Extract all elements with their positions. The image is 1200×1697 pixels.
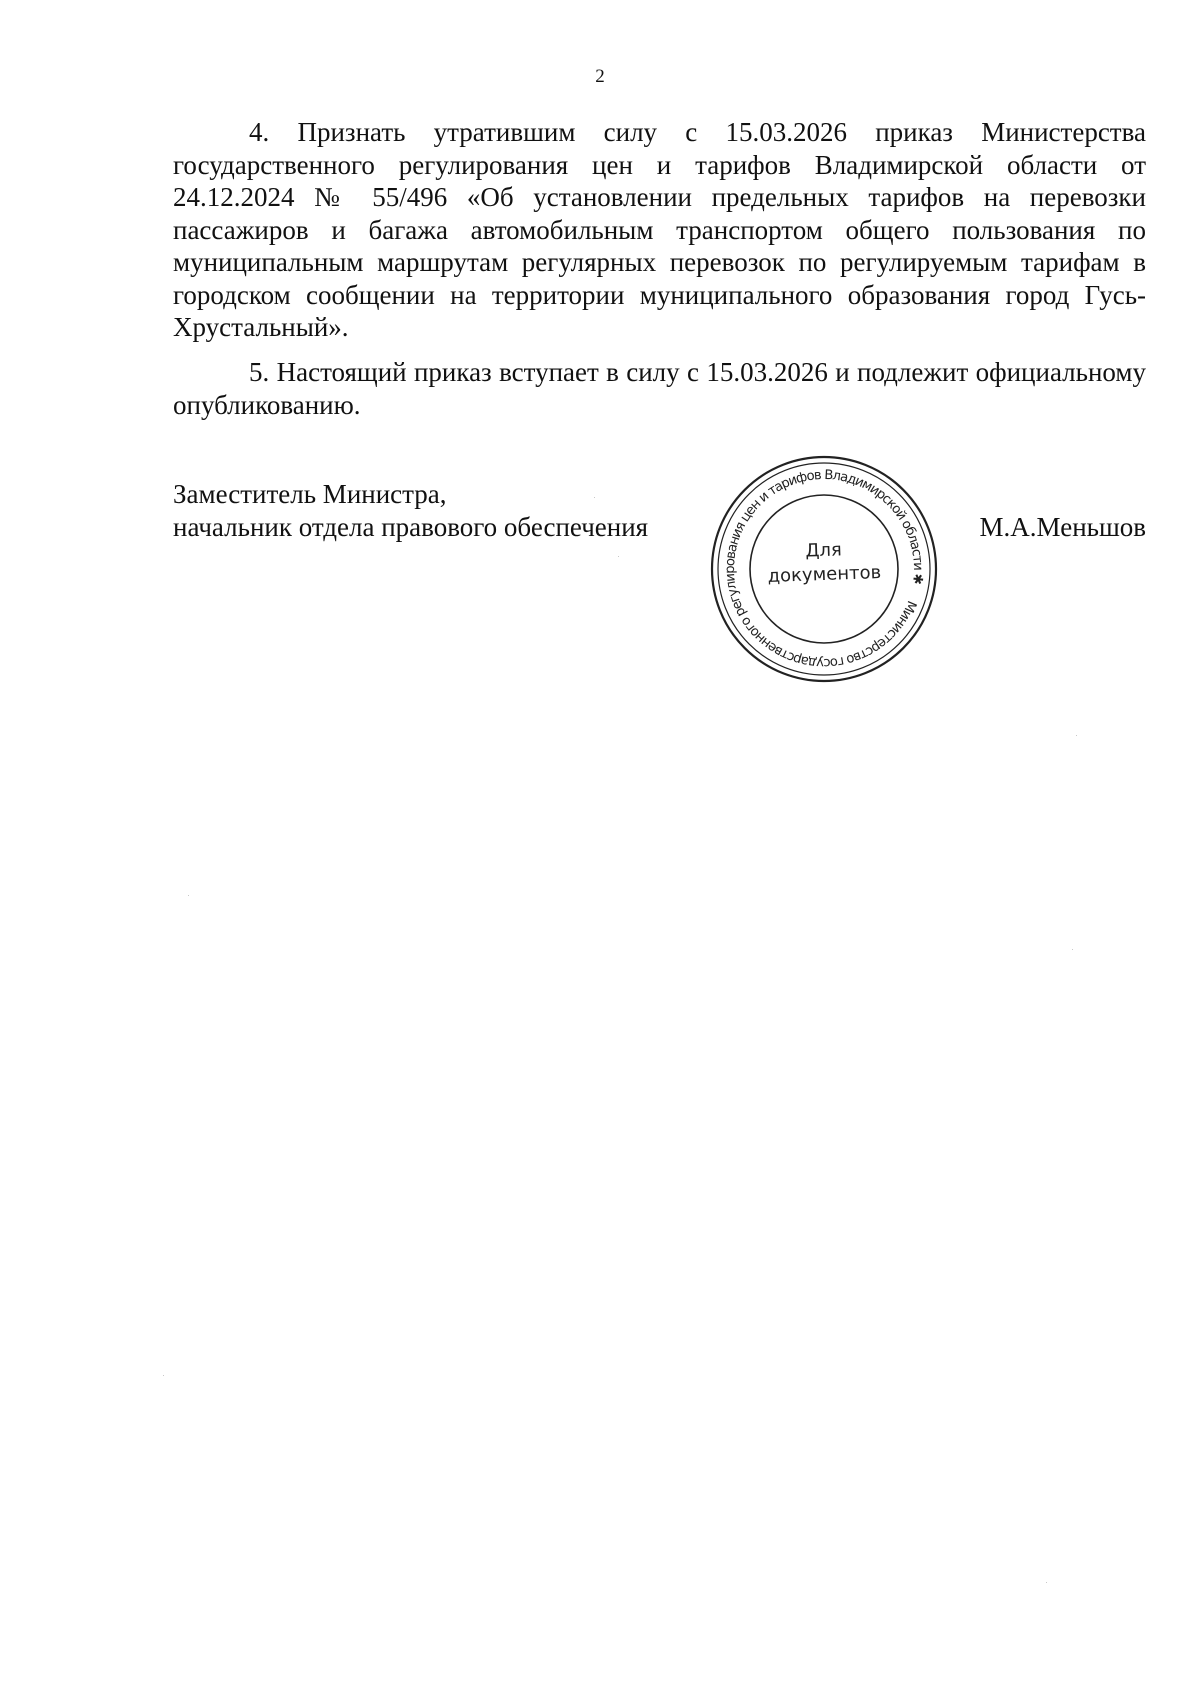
paragraph-5: 5. Настоящий приказ вступает в силу с 15.03.2026 и подлежит официальному опубликованию. [173, 357, 1146, 420]
scan-speck [163, 1375, 164, 1376]
paragraph-4: 4. Признать утратившим силу с 15.03.2026 приказ Министерства государственного регулирования цен и тарифов Владимирской области от 24.12.2024 № 55/496 «Об установлении предельных тарифов на перевозки пассажиров и багажа автомобильным транспортом общего пользования по муниципальным маршрутам регулярных перевозок по регулируемым тарифам в городском сообщении на территории муниципального образования город Гусь-Хрустальный». [173, 117, 1146, 342]
signer-position-line-1: Заместитель Министра, [173, 479, 447, 509]
signer-position [173, 478, 648, 543]
scan-speck [1076, 735, 1077, 736]
scan-speck [1072, 949, 1073, 950]
stamp-ring-text: Министерство государственного регулирования цен и тарифов Владимирской области ✱ [722, 467, 926, 671]
stamp-center-text [707, 535, 941, 591]
scan-speck [1046, 1582, 1047, 1583]
page-number: 2 [595, 66, 605, 87]
stamp-center-line-2: документов [767, 562, 882, 587]
scan-speck [594, 497, 595, 498]
signer-name: М.А.Меньшов [979, 512, 1146, 542]
stamp-center-line-1: Для [805, 539, 843, 562]
scan-speck [188, 895, 189, 896]
official-stamp [708, 453, 940, 685]
scan-speck [618, 556, 619, 557]
signer-position-line-2: начальник отдела правового обеспечения [173, 511, 649, 542]
